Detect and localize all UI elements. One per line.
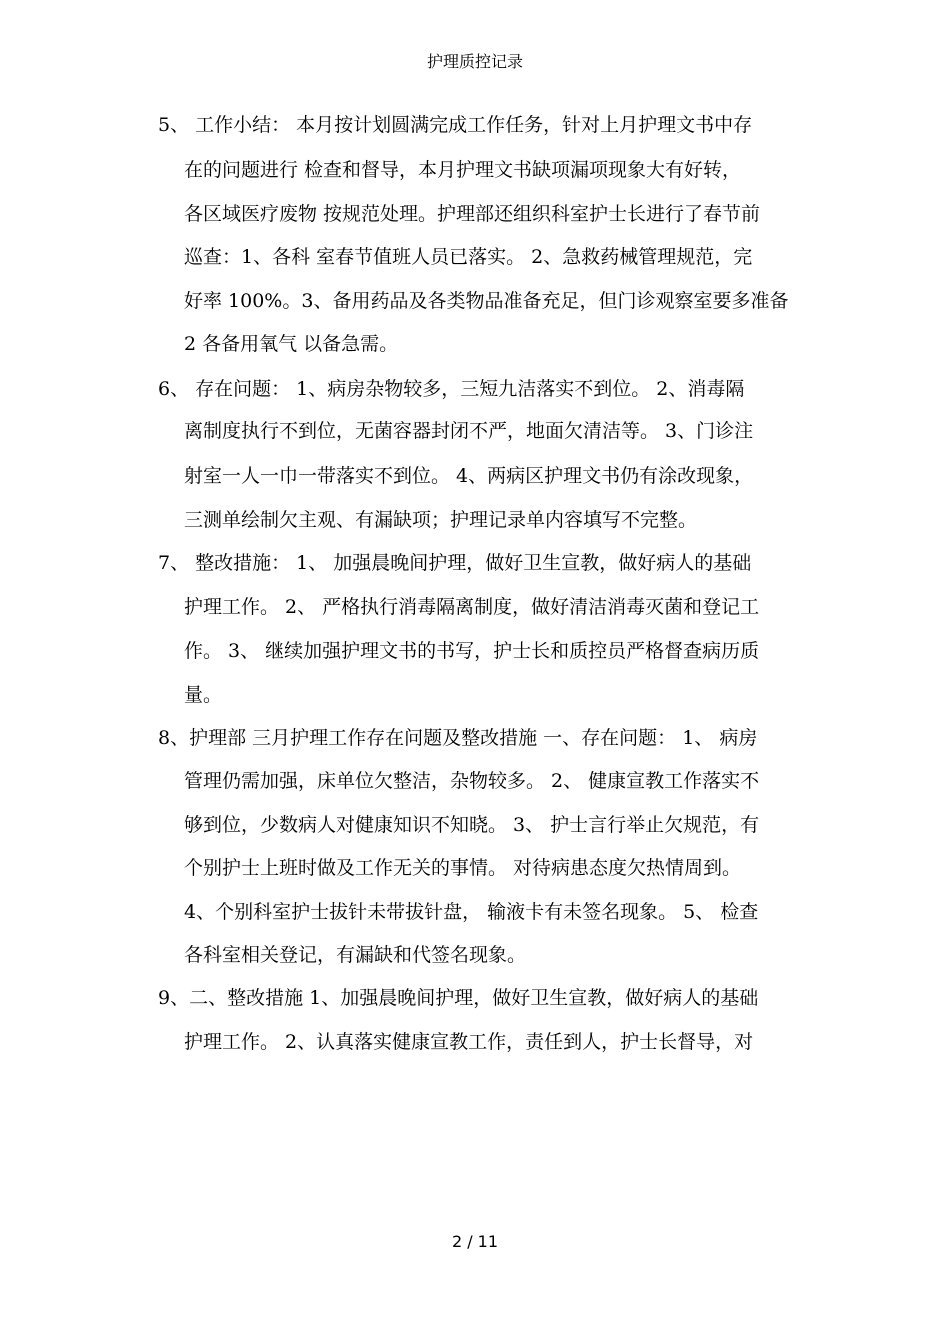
paragraph-line: 射室一人一巾一带落实不到位。 4、两病区护理文书仍有涂改现象， [184, 465, 754, 487]
paragraph-line: 三测单绘制欠主观、有漏缺项；护理记录单内容填写不完整。 [184, 509, 698, 531]
paragraph-line: 个别护士上班时做及工作无关的事情。 对待病患态度欠热情周到。 [184, 857, 742, 879]
paragraph-line: 9、二、整改措施 1、加强晨晚间护理，做好卫生宣教，做好病人的基础 [158, 987, 759, 1009]
paragraph-line: 巡查：1、各科 室春节值班人员已落实。 2、急救药械管理规范，完 [184, 246, 753, 268]
paragraph-line: 护理工作。 2、 严格执行消毒隔离制度，做好清洁消毒灭菌和登记工 [184, 596, 760, 618]
paragraph-line: 管理仍需加强，床单位欠整洁，杂物较多。 2、 健康宣教工作落实不 [184, 770, 760, 792]
paragraph-line: 2 各备用氧气 以备急需。 [184, 333, 399, 355]
paragraph-line: 量。 [184, 684, 223, 706]
paragraph-line: 各科室相关登记，有漏缺和代签名现象。 [184, 944, 527, 966]
paragraph-line: 好率 100%。3、备用药品及各类物品准备充足，但门诊观察室要多准备 [184, 290, 789, 312]
paragraph-line: 6、 存在问题： 1、病房杂物较多，三短九洁落实不到位。 2、消毒隔 [158, 378, 745, 400]
paragraph-line: 8、护理部 三月护理工作存在问题及整改措施 一、存在问题： 1、 病房 [158, 727, 758, 749]
paragraph-line: 在的问题进行 检查和督导，本月护理文书缺项漏项现象大有好转， [184, 159, 742, 181]
paragraph-line: 各区域医疗废物 按规范处理。护理部还组织科室护士长进行了春节前 [184, 203, 761, 225]
paragraph-line: 离制度执行不到位，无菌容器封闭不严，地面欠清洁等。 3、门诊注 [184, 420, 754, 442]
paragraph-line: 护理工作。 2、认真落实健康宣教工作，责任到人，护士长督导，对 [184, 1031, 754, 1053]
paragraph-line: 4、个别科室护士拔针未带拔针盘， 输液卡有未签名现象。 5、 检查 [184, 901, 759, 923]
page-header-title: 护理质控记录 [426, 52, 523, 71]
paragraph-line: 够到位，少数病人对健康知识不知晓。 3、 护士言行举止欠规范，有 [184, 814, 760, 836]
paragraph-line: 5、 工作小结： 本月按计划圆满完成工作任务，针对上月护理文书中存 [158, 114, 753, 136]
page-number: 2 / 11 [451, 1232, 499, 1251]
paragraph-line: 作。 3、 继续加强护理文书的书写，护士长和质控员严格督查病历质 [184, 640, 760, 662]
paragraph-line: 7、 整改措施： 1、 加强晨晚间护理，做好卫生宣教，做好病人的基础 [158, 552, 752, 574]
